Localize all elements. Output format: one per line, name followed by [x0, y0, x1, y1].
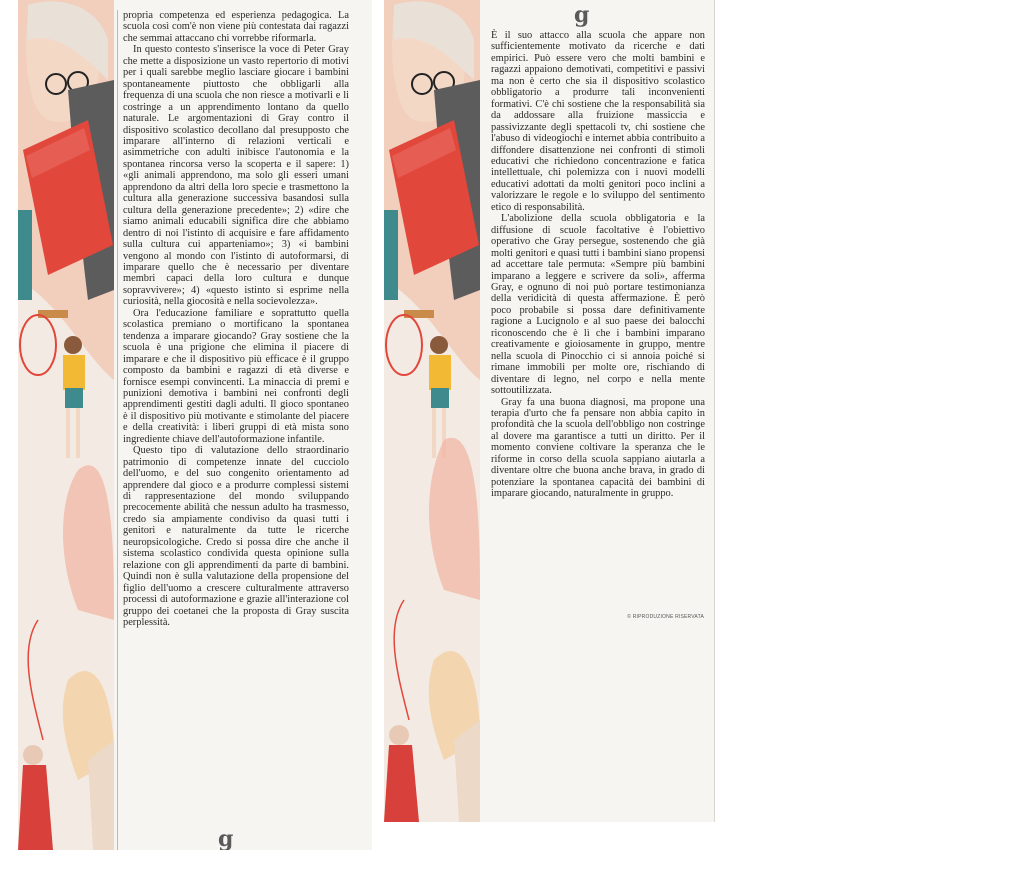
paragraph: Ora l'educazione familiare e soprattutto quella scolastica premiano o mortificano la spontanea tendenza a imparare giocando? Gray sostiene che la scuola è una prigione che elimina il piacere di imparare e che il dispositivo più efficace è il gruppo composto da bambini e ragazzi di età diverse e fornisce esempi convincenti. La minaccia di premi e punizioni demotiva i bambini nei confronti degli apprendimenti gestiti dagli adulti. Il gioco spontaneo è il dispositivo più motivante e stimolante del piacere e della creatività: i liberi gruppi di età mista sono ingrediente chiave dell'autoformazione infantile. [123, 307, 349, 445]
publication-logo: g [574, 2, 590, 28]
publication-logo: g [218, 826, 234, 850]
paragraph: L'abolizione della scuola obbligatoria e la diffusione di scuole facoltative è l'obiettivo operativo che Gray persegue, sostenendo che già molti genitori e quasi tutti i bambini siano propensi ad accettare tale permuta: «Sempre più bambini imparano a leggere e scrivere da soli», afferma Gray, e ognuno di noi può portare testimonianza della veridicità di questa affermazione. È però poco probabile si possa dare definitivamente ragione a Lucignolo e al suo paese dei balocchi riconoscendo che è lì che i bambini imparano creativamente e gioiosamente in gruppo, mentre nella scuola di Pinocchio ci si annoia poiché si rimane immobili per molte ore, rischiando di diventare di legno, nel corpo e nella mente sottoutilizzata. [491, 213, 705, 397]
right-article-text [491, 30, 705, 500]
left-article-column [18, 0, 372, 850]
right-article-column [384, 0, 715, 822]
column-divider [117, 10, 118, 850]
paragraph: Gray fa una buona diagnosi, ma propone una terapia d'urto che fa pensare non abbia capito in profondità che la scuola dell'obbligo non costringe al dovere ma garantisce a tutti un diritto. Per il momento conviene coltivare la speranza che le riforme in corso della scuola sappiano aiutarla a diventare oltre che buona anche brava, in grado di potenziare la spontanea capacità dei bambini di imparare giocando, naturalmente in gruppo. [491, 396, 705, 500]
paragraph: propria competenza ed esperienza pedagogica. La scuola così com'è non viene più contestata dai ragazzi che semmai attaccano chi vorrebbe riformarla. [123, 10, 349, 44]
copyright-notice: © RIPRODUZIONE RISERVATA [627, 614, 704, 620]
left-article-text [123, 10, 349, 628]
paragraph: In questo contesto s'inserisce la voce di Peter Gray che mette a disposizione un vasto repertorio di motivi per i quali sarebbe meglio lasciare giocare i bambini spontaneamente piuttosto che obbligarli alla frequenza di una scuola che non riesce a motivarli e li costringe a un apprendimento lontano da quello naturale. Le argomentazioni di Gray contro il dispositivo scolastico decollano dal presupposto che imparare all'interno di relazioni verticali e asimmetriche con adulti inibisce l'autonomia e la spontanea rincorsa verso la scoperta e il sapere: 1) «gli animali apprendono, ma solo gli esseri umani apprendono da altri della loro specie e trasmettono la cultura alla generazione successiva basandosi sulla cultura della generazione precedente»; 2) «dire che siamo animali educabili significa dire che abbiamo dentro di noi l'istinto di acquisire e fare affidamento sulla cultura cui apparteniamo»; 3) «i bambini vengono al mondo con l'istinto di autoformarsi, di imparare quello che è necessario per diventare membri capaci della loro cultura e dunque sopravvivere»; 4) «questo istinto si esprime nella curiosità, nella giocosità e nella socievolezza». [123, 44, 349, 308]
right-illustration [384, 0, 480, 822]
paragraph: È il suo attacco alla scuola che appare non sufficientemente motivato da ricerche e dati empirici. Può essere vero che molti bambini e ragazzi appaiono demotivati, competitivi e passivi ma non è certo che sia il dispositivo scolastico obbligatorio a produrre tali inconvenienti formativi. C'è chi sostiene che la responsabilità sia da addossare alla fruizione massiccia e passivizzante degli spettacoli tv, chi sostiene che l'abuso di videogiochi e internet abbia contribuito a diffondere disattenzione nei confronti di stimoli educativi che richiedono concentrazione e fatica intellettuale, chi polemizza con i nuovi modelli educativi adottati da molti genitori poco inclini a valorizzare le regole e lo sviluppo del sentimento etico di responsabilità. [491, 30, 705, 213]
paragraph: Questo tipo di valutazione dello straordinario patrimonio di competenze innate del cucciolo dell'uomo, e del suo congenito orientamento ad apprendere dal gioco e a produrre complessi sistemi di rappresentazione del mondo sviluppando precocemente abilità che nessun adulto ha trasmesso, credo sia ampiamente condiviso da quasi tutti i genitori e naturalmente da tutte le ricerche neuropsicologiche. Credo si possa dire che anche il sistema scolastico condivida questa opinione sulla relazione con gli apprendimenti da parte di bambini. Quindi non è sulla valutazione della propensione del figlio dell'uomo a crescere culturalmente attraverso processi di autoformazione e grazie all'interazione col gruppo dei coetanei che la proposta di Gray suscita perplessità. [123, 445, 349, 629]
left-illustration [18, 0, 114, 850]
